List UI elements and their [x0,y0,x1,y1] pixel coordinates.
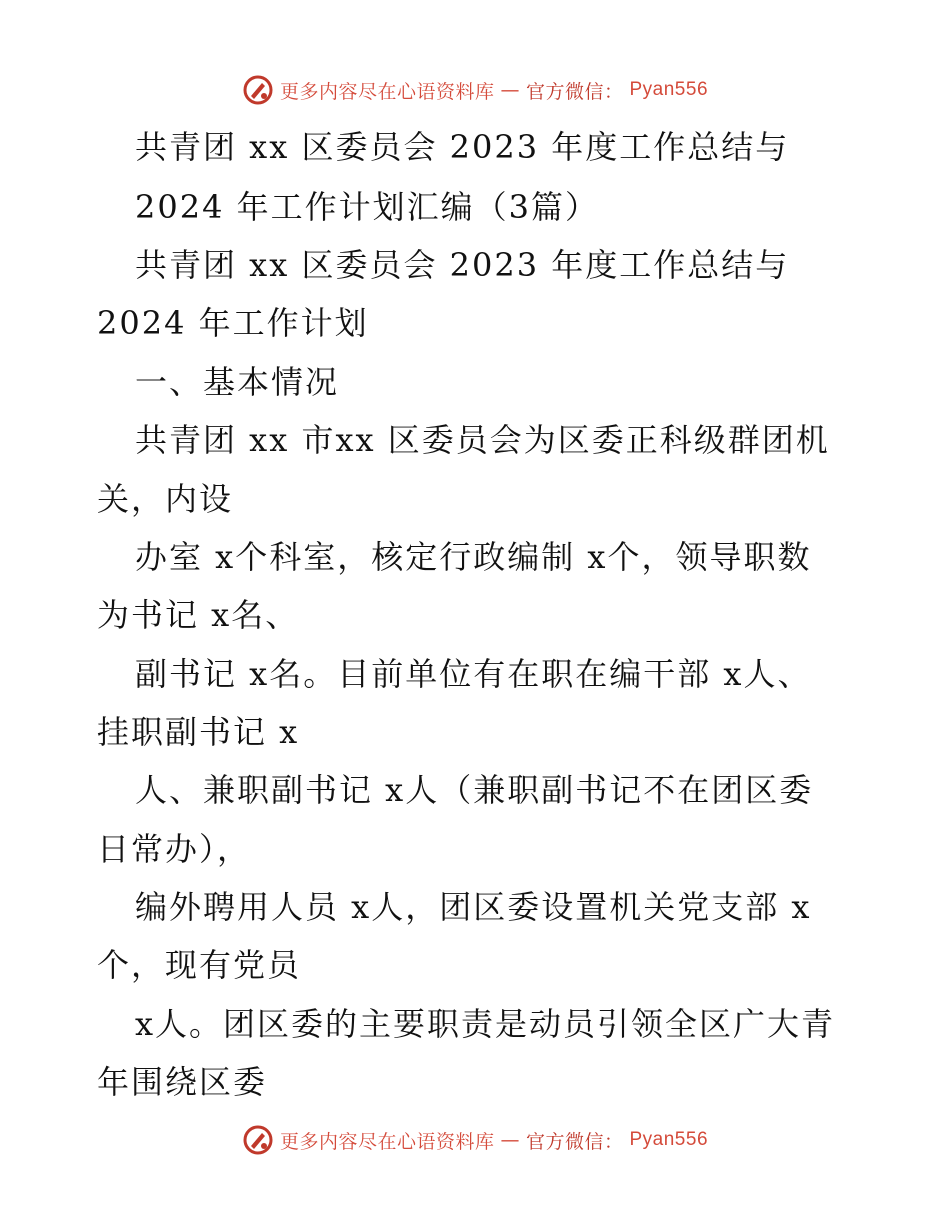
logo-icon [242,74,274,106]
watermark-separator: — [500,79,520,101]
paragraph-line: 挂职副书记 x [97,713,300,751]
footer-watermark [0,1120,950,1160]
logo-icon [242,1124,274,1156]
watermark-id: Pyan556 [629,1129,709,1150]
doc-title-line-2: 2024 年工作计划汇编（3篇） [135,188,599,226]
doc-subtitle-line-1: 共青团 xx 区委员会 2023 年度工作总结与 [135,246,790,284]
section-heading: 一、基本情况 [135,363,340,401]
watermark-text: 更多内容尽在心语资料库 [279,1130,495,1153]
paragraph-line: 人、兼职副书记 x人（兼职副书记不在团区委 [135,771,814,809]
paragraph-line: 共青团 xx 市xx 区委员会为区委正科级群团机 [135,421,830,459]
watermark-official-label: 官方微信： [525,1130,624,1153]
paragraph-line: 年围绕区委 [97,1063,268,1101]
watermark-text: 更多内容尽在心语资料库 [279,80,495,103]
paragraph-line: 日常办）， [97,830,252,868]
doc-subtitle-line-2: 2024 年工作计划 [97,304,369,342]
watermark-separator: — [500,1129,520,1151]
paragraph-line: 关，内设 [97,480,234,518]
paragraph-line: 个，现有党员 [97,946,302,984]
doc-title-line-1: 共青团 xx 区委员会 2023 年度工作总结与 [135,128,790,166]
paragraph-line: x人。团区委的主要职责是动员引领全区广大青 [135,1005,836,1043]
watermark-official-label: 官方微信： [525,80,624,103]
watermark-id: Pyan556 [629,79,709,100]
paragraph-line: 副书记 x名。目前单位有在职在编干部 x人、 [135,655,812,693]
header-watermark [0,70,950,110]
paragraph-line: 为书记 x名、 [97,596,300,634]
paragraph-line: 编外聘用人员 x人，团区委设置机关党支部 x [135,888,812,926]
paragraph-line: 办室 x个科室，核定行政编制 x个，领导职数 [135,538,812,576]
